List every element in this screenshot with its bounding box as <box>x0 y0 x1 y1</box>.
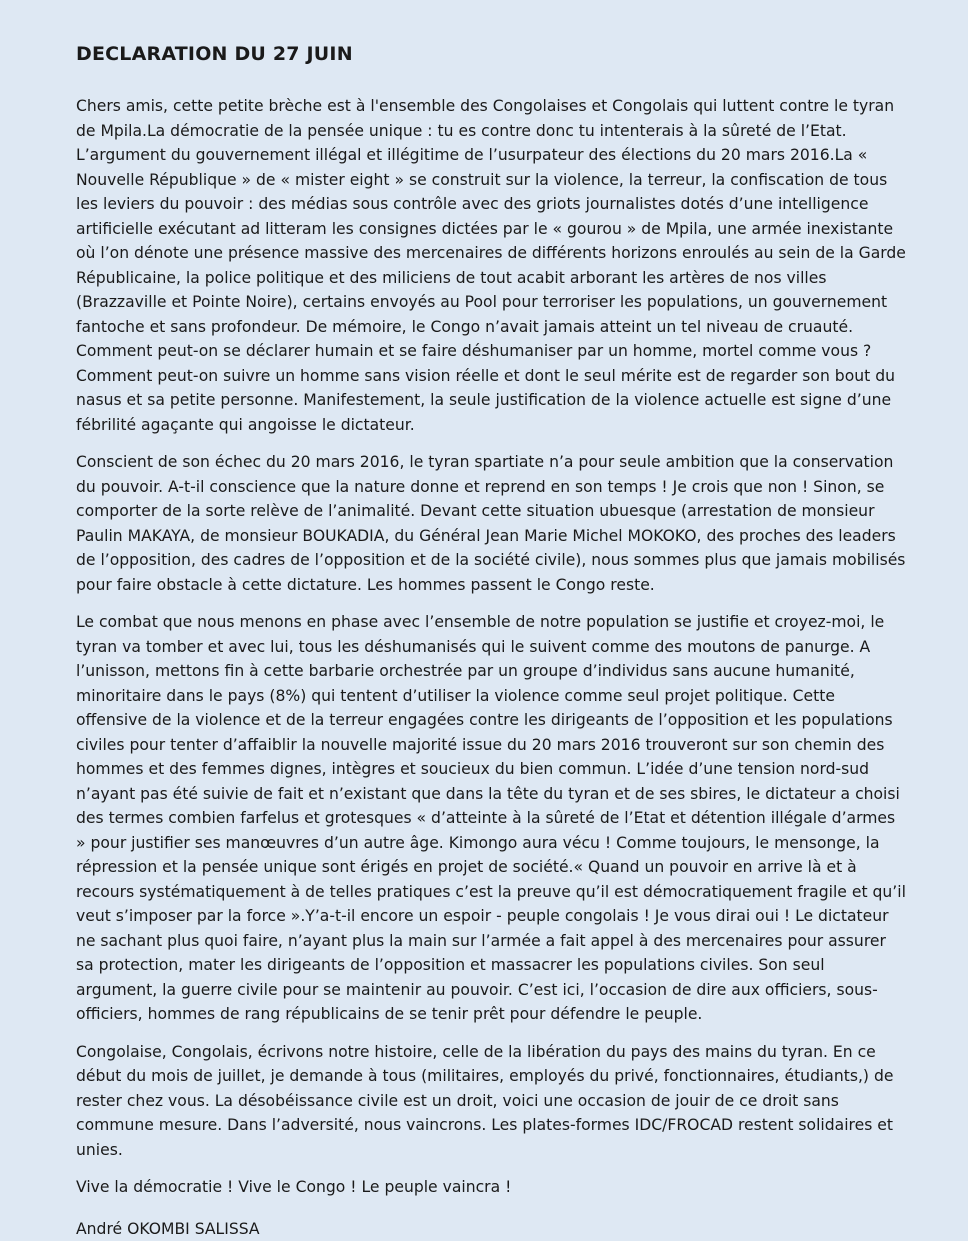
paragraph-4: Congolaise, Congolais, écrivons notre histoire, celle de la libération du pays des mains du tyran. En ce début du mois de juillet, je demande à tous (militaires, employés du privé, fonctionnaires, étudiants,) de rester chez vous. La désobéissance civile est un droit, voici une occasion de jouir de ce droit sans commune mesure. Dans l’adversité, nous vaincrons. Les plates-formes IDC/FROCAD restent solidaires et unies. <box>76 1042 894 1159</box>
signature: André OKOMBI SALISSA <box>76 1219 260 1238</box>
paragraph-3: Le combat que nous menons en phase avec l’ensemble de notre population se justifie et croyez-moi, le tyran va tomber et avec lui, tous les déshumanisés qui le suivent comme des moutons de panurge. A l’unisson, mettons fin à cette barbarie orchestrée par un groupe d’individus sans aucune humanité, minoritaire dans le pays (8%) qui tentent d’utiliser la violence comme seul projet politique. Cette offensive de la violence et de la terreur engagées contre les dirigeants de l’opposition et les populations civiles pour tenter d’affaiblir la nouvelle majorité issue du 20 mars 2016 trouveront sur son chemin des hommes et des femmes dignes, intègres et soucieux du bien commun. L’idée d’une tension nord-sud n’ayant pas été suivie de fait et n’existant que dans la tête du tyran et de ses sbires, le dictateur a choisi des termes combien farfelus et grotesques « d’atteinte à la sûreté de l’Etat et détention illégale d’armes » pour justifier ses manœuvres d’un autre âge. Kimongo aura vécu ! Comme toujours, le mensonge, la répression et la pensée unique sont érigés en projet de société.« Quand un pouvoir en arrive là et à recours systématiquement à de telles pratiques c’est la preuve qu’il est démocratiquement fragile et qu’il veut s’imposer par la force ».Y’a-t-il encore un espoir - peuple congolais ! Je vous dirai oui ! Le dictateur ne sachant plus quoi faire, n’ayant plus la main sur l’armée a fait appel à des mercenaires pour assurer sa protection, mater les dirigeants de l’opposition et massacrer les populations civiles. Son seul argument, la guerre civile pour se maintenir au pouvoir. C’est ici, l’occasion de dire aux officiers, sous-officiers, hommes de rang républicains de se tenir prêt pour défendre le peuple. <box>76 613 906 1023</box>
paragraph-1: Chers amis, cette petite brèche est à l'ensemble des Congolaises et Congolais qui luttent contre le tyran de Mpila.La démocratie de la pensée unique : tu es contre donc tu intenterais à la sûreté de l’Etat. L’argument du gouvernement illégal et illégitime de l’usurpateur des élections du 20 mars 2016.La « Nouvelle République » de « mister eight » se construit sur la violence, la terreur, la confiscation de tous les leviers du pouvoir : des médias sous contrôle avec des griots journalistes dotés d’une intelligence artificielle exécutant ad litteram les consignes dictées par le « gourou » de Mpila, une armée inexistante où l’on dénote une présence massive des mercenaires de différents horizons enroulés au sein de la Garde Républicaine, la police politique et des miliciens de tout acabit arborant les artères de nos villes (Brazzaville et Pointe Noire), certains envoyés au Pool pour terroriser les populations, un gouvernement fantoche et sans profondeur. De mémoire, le Congo n’avait jamais atteint un tel niveau de cruauté. Comment peut-on se déclarer humain et se faire déshumaniser par un homme, mortel comme vous ? Comment peut-on suivre un homme sans vision réelle et dont le seul mérite est de regarder son bout du nasus et sa petite personne. Manifestement, la seule justification de la violence actuelle est signe d’une fébrilité agaçante qui angoisse le dictateur. <box>76 97 906 434</box>
paragraph-2: Conscient de son échec du 20 mars 2016, le tyran spartiate n’a pour seule ambition que la conservation du pouvoir. A-t-il conscience que la nature donne et reprend en son temps ! Je crois que non ! Sinon, se comporter de la sorte relève de l’animalité. Devant cette situation ubuesque (arrestation de monsieur Paulin MAKAYA, de monsieur BOUKADIA, du Général Jean Marie Michel MOKOKO, des proches des leaders de l’opposition, des cadres de l’opposition et de la société civile), nous sommes plus que jamais mobilisés pour faire obstacle à cette dictature. Les hommes passent le Congo reste. <box>76 453 906 594</box>
closing-slogan: Vive la démocratie ! Vive le Congo ! Le peuple vaincra ! <box>76 1178 512 1196</box>
document-title: DECLARATION DU 27 JUIN <box>76 43 353 65</box>
